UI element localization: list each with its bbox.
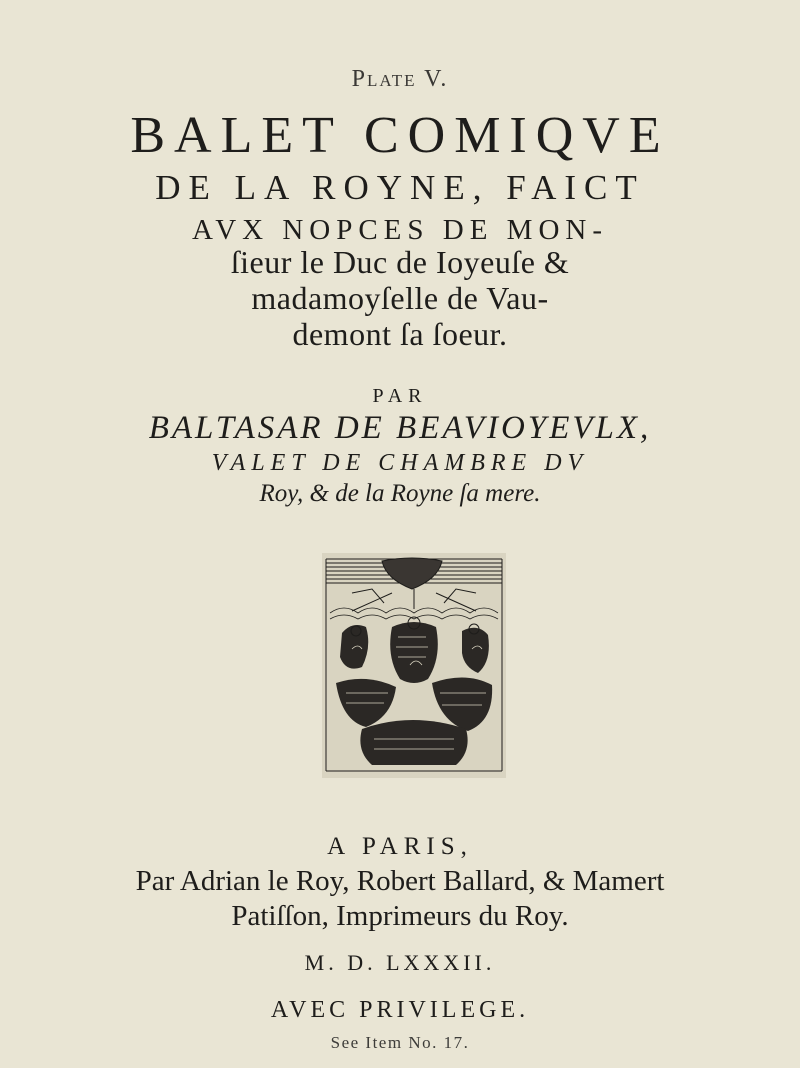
- imprint-printers-line-1: Par Adrian le Roy, Robert Ballard, & Mamert: [135, 865, 665, 897]
- subtitle-line-2: AVX NOPCES DE MON-: [191, 214, 609, 246]
- subtitle-line-5: demont ſa ſoeur.: [292, 316, 508, 352]
- footnote: See Item No. 17.: [330, 1033, 470, 1052]
- par-label: PAR: [372, 385, 428, 407]
- woodcut-illustration-icon: [322, 553, 506, 778]
- author-name: BALTASAR DE BEAVIOYEVLX,: [148, 410, 652, 446]
- subtitle-line-3: ſieur le Duc de Ioyeuſe &: [230, 244, 570, 280]
- imprint-place: A PARIS,: [327, 833, 473, 860]
- subtitle-line-4: madamoyſelle de Vau-: [251, 280, 549, 316]
- author-title-line-2: Roy, & de la Royne ſa mere.: [259, 480, 541, 507]
- imprint-printers-line-2: Patiſſon, Imprimeurs du Roy.: [231, 900, 569, 932]
- subtitle-line-1: DE LA ROYNE, FAICT: [155, 168, 645, 207]
- main-title: BALET COMIQVE: [130, 107, 670, 164]
- imprint-date: M. D. LXXXII.: [304, 950, 496, 975]
- plate-label-text: Plate V.: [351, 66, 449, 92]
- plate-label: [0, 66, 800, 93]
- author-title-line-1: VALET DE CHAMBRE DV: [211, 450, 589, 476]
- privilege-line: AVEC PRIVILEGE.: [270, 997, 530, 1023]
